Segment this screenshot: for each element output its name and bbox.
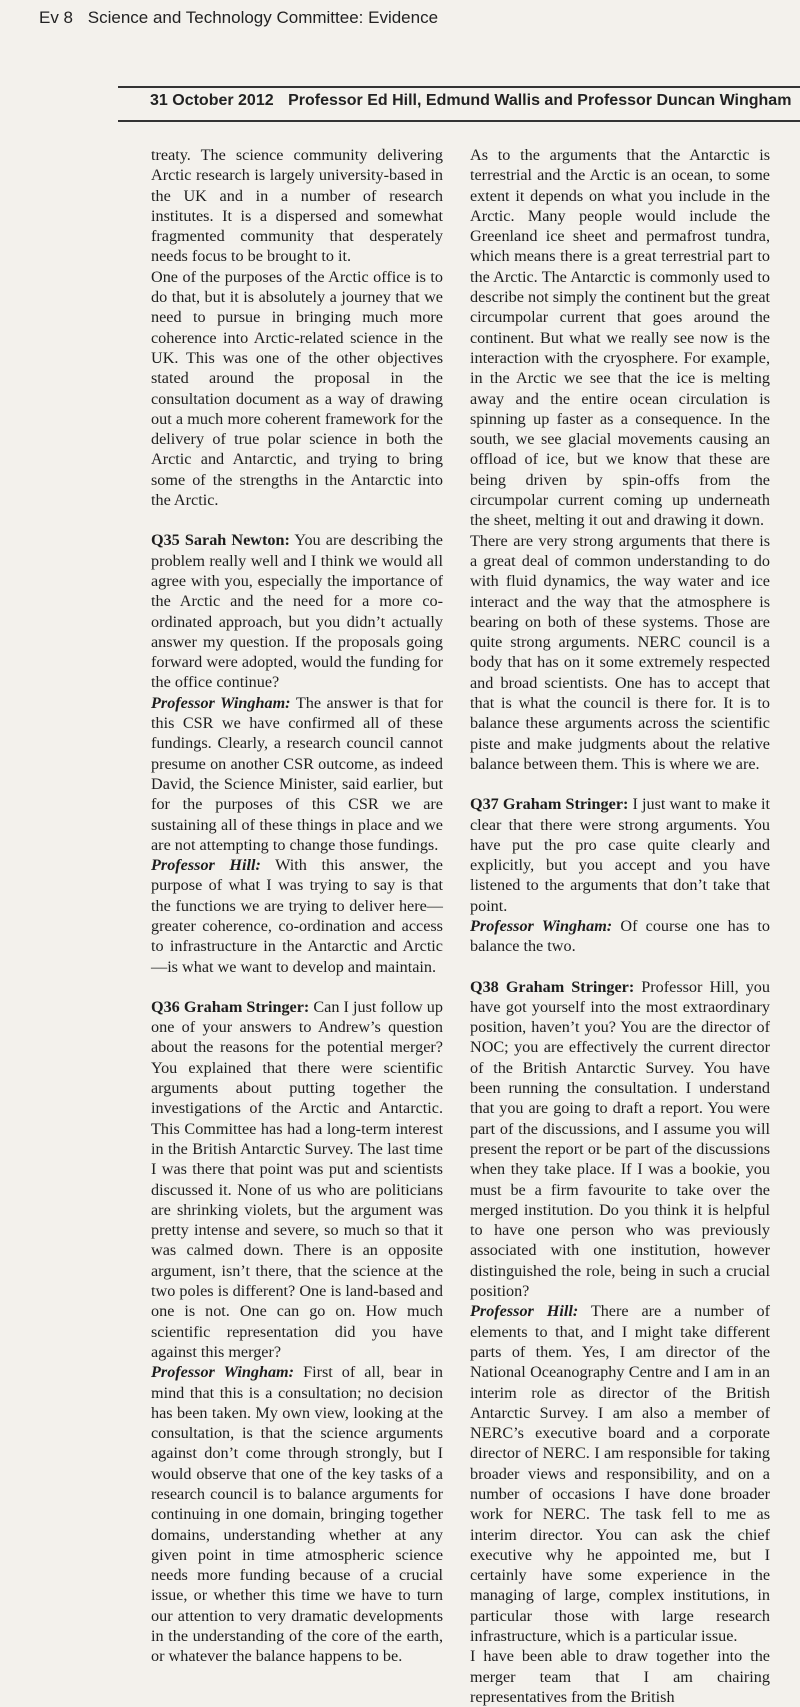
witness-list: Professor Ed Hill, Edmund Wallis and Professor Duncan Wingham (288, 92, 792, 109)
paragraph-text: There are very strong arguments that there is a great deal of common understanding to do with fluid dynamics, the way water and ice interact and the way that the atmosphere is bearing on both of these systems. Those are quite strong arguments. NERC council is a body that has on it some extremely respected and broad scientists. One has to accept that that is what the council is there for. It is to balance these arguments across the scientific piste and make judgments about the relative balance between them. This is where we are. (470, 531, 770, 773)
paragraph-text: I have been able to draw together into the merger team that I am chairing representatives from the British (470, 1647, 770, 1706)
question-paragraph (470, 977, 770, 1302)
body-paragraph (151, 267, 443, 511)
speaker-label: Q37 Graham Stringer: (470, 795, 629, 814)
speaker-label: Professor Wingham: (470, 916, 613, 935)
paragraph-text: Of course one has to balance the two. (470, 916, 770, 956)
paragraph-text: One of the purposes of the Arctic office is to do that, but it is absolutely a journey that we need to pursue in bringing much more coherence into Arctic-related science in the UK. This was one of the other objectives stated around the proposal in the consultation document as a way of drawing out a much more coherent framework for the delivery of true polar science in both the Arctic and Antarctic, and trying to bring some of the strengths in the Antarctic into the Arctic. (151, 267, 443, 510)
page-folio: Ev 8 (39, 8, 74, 27)
answer-paragraph (470, 1301, 770, 1646)
body-paragraph (151, 145, 443, 267)
answer-paragraph (470, 916, 770, 957)
paragraph-text: There are a number of elements to that, and I might take different parts of them. Yes, I am director of the National Oceanography Centre and I am in an interim role as director of the British Antarctic Survey. I am also a member of NERC’s executive board and a corporate director of NERC. I am responsible for taking broader views and responsibility, and on a number of occasions I have done broader work for NERC. The task fell to me as interim director. You can ask the chief executive why he appointed me, but I certainly have some experience in the managing of large, complex institutions, in particular those with large research infrastructure, which is a particular issue. (470, 1302, 770, 1646)
answer-paragraph (151, 855, 443, 977)
paragraph-text: First of all, bear in mind that this is a consultation; no decision has been taken. My own view, looking at the consultation, is that the science arguments against don’t come through strongly, but I would observe that one of the key tasks of a research council is to balance arguments for continuing in one domain, bringing together domains, understanding whether at any given point in time atmospheric science needs more funding because of a crucial issue, or whether this time we have to turn our attention to very dramatic developments in the understanding of the core of the earth, or whatever the balance happens to be. (151, 1363, 443, 1666)
session-subhead (150, 92, 791, 110)
answer-paragraph (151, 1362, 443, 1666)
question-paragraph (470, 794, 770, 916)
paragraph-text: With this answer, the purpose of what I was trying to say is that the functions we are trying to deliver here—greater coherence, co-ordination and access to infrastructure in the Antarctic and Arctic—is what we want to develop and maintain. (151, 856, 443, 976)
body-paragraph (470, 145, 770, 531)
bottom-rule (118, 120, 800, 122)
question-paragraph (151, 530, 443, 692)
top-rule (118, 86, 800, 88)
paragraph-text: treaty. The science community delivering Arctic research is largely university-based in the UK and in a number of research institutes. It is a dispersed and somewhat fragmented community that desperately needs focus to be brought to it. (151, 146, 443, 266)
paragraph-text: Professor Hill, you have got yourself into the most extraordinary position, haven’t you? You are the director of NOC; you are effectively the current director of the British Antarctic Survey. You have been running the consultation. I understand that you are going to draft a report. You were part of the discussions, and I assume you will present the report or be part of the discussions when they take place. If I was a bookie, you must be a firm favourite to take over the merged institution. Do you think it is helpful to have one person who was previously associated with one institution, however distinguished the role, being in such a crucial position? (470, 977, 770, 1301)
paragraph-text: I just want to make it clear that there were strong arguments. You have put the pro case quite clearly and explicitly, but you accept and you have listened to the arguments that don’t take that point. (470, 795, 770, 915)
speaker-label: Professor Wingham: (151, 1363, 295, 1382)
speaker-label: Professor Hill: (470, 1302, 579, 1321)
speaker-label: Q35 Sarah Newton: (151, 531, 290, 550)
paragraph-text: As to the arguments that the Antarctic is terrestrial and the Arctic is an ocean, to some extent it depends on what you include in the Arctic. Many people would include the Greenland ice sheet and permafrost tundra, which means there is a great terrestrial part to the Arctic. The Antarctic is commonly used to describe not simply the continent but the great circumpolar current that goes around the continent. But what we really see now is the interaction with the cryosphere. For example, in the Arctic we see that the ice is melting away and the entire ocean circulation is spinning up faster as a consequence. In the south, we see glacial movements causing an offload of ice, but we know that these are being driven by spin-offs from the circumpolar current coming up underneath the sheet, melting it out and drawing it down. (470, 146, 770, 530)
left-column (151, 145, 443, 1667)
paragraph-text: Can I just follow up one of your answers to Andrew’s question about the reasons for the potential merger? You explained that there were scientific arguments about putting together the investigations of the Arctic and Antarctic. This Committee has had a long-term interest in the British Antarctic Survey. The last time I was there that point was put and scientists discussed it. None of us who are politicians are shrinking violets, but the argument was pretty intense and severe, so much so that it was calmed down. There is an opposite argument, isn’t there, that the science at the two poles is different? One is land-based and one is not. One can go on. How much scientific representation did you have against this merger? (151, 997, 443, 1361)
speaker-label: Q38 Graham Stringer: (470, 977, 635, 996)
running-head (39, 8, 438, 28)
question-paragraph (151, 997, 443, 1362)
paragraph-text: You are describing the problem really well and I think we would all agree with you, especially the importance of the Arctic and the need for a more co-ordinated approach, but you didn’t actually answer my question. If the proposals going forward were adopted, would the funding for the office continue? (151, 531, 443, 692)
speaker-label: Professor Wingham: (151, 693, 291, 712)
paragraph-text: The answer is that for this CSR we have confirmed all of these fundings. Clearly, a research council cannot presume on another CSR outcome, as indeed David, the Science Minister, said earlier, but for the purposes of this CSR we are sustaining all of these things in place and we are not attempting to change those fundings. (151, 693, 443, 854)
speaker-label: Q36 Graham Stringer: (151, 997, 310, 1016)
body-paragraph (470, 531, 770, 775)
session-date: 31 October 2012 (150, 92, 274, 109)
answer-paragraph (151, 693, 443, 855)
publication-title: Science and Technology Committee: Evidence (87, 8, 439, 27)
right-column (470, 145, 770, 1707)
speaker-label: Professor Hill: (151, 856, 261, 875)
body-paragraph (470, 1646, 770, 1707)
